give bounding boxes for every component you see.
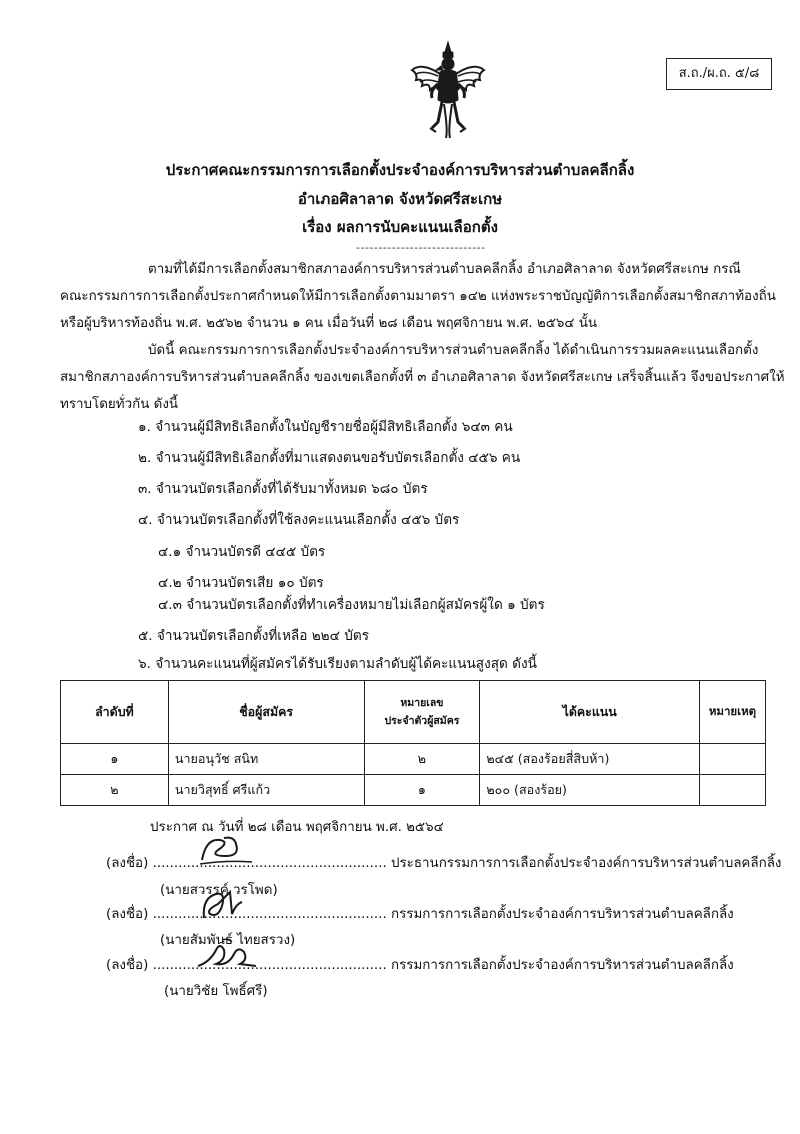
item-good-ballots: ๔.๑ จำนวนบัตรดี ๔๔๕ บัตร — [158, 544, 326, 560]
signature-2-name: (นายสัมพันธ์ ไทยสรวง) — [160, 933, 296, 948]
item-ballots-received: ๓. จำนวนบัตรเลือกตั้งที่ได้รับมาทั้งหมด ๖๘๐ บัตร — [138, 481, 428, 497]
signature-3-role: กรรมการการเลือกตั้งประจำองค์การบริหารส่วนตำบลคลีกลิ้ง — [390, 958, 734, 973]
row-remark — [699, 775, 765, 806]
title-line-2: อำเภอศิลาลาด จังหวัดศรีสะเกษ — [297, 190, 503, 208]
title-line-3: เรื่อง ผลการนับคะแนนเลือกตั้ง — [302, 218, 498, 236]
signature-2-handwriting-icon — [196, 884, 256, 926]
signature-3-prefix: (ลงชื่อ) — [106, 958, 149, 973]
paragraph-1 — [60, 256, 776, 337]
reference-code-box: ส.ถ./ผ.ถ. ๕/๘ — [666, 58, 772, 90]
signature-2-role: กรรมการการเลือกตั้งประจำองค์การบริหารส่วนตำบลคลีกลิ้ง — [390, 907, 734, 922]
signature-3-name: (นายวิชัย โพธิ์ศรี) — [164, 984, 268, 999]
announcement-date: ประกาศ ณ วันที่ ๒๘ เดือน พฤศจิกายน พ.ศ. ๒๕๖๔ — [150, 820, 444, 835]
header-remark: หมายเหตุ — [699, 681, 765, 744]
results-table — [60, 680, 766, 806]
row-number: ๑ — [364, 775, 480, 806]
signature-2-prefix: (ลงชื่อ) — [106, 907, 149, 922]
header-number-line-1: หมายเลข — [400, 697, 444, 709]
row-votes: ๒๐๐ (สองร้อย) — [480, 775, 700, 806]
row-remark — [699, 744, 765, 775]
item-no-vote-ballots: ๔.๓ จำนวนบัตรเลือกตั้งที่ทำเครื่องหมายไม่เลือกผู้สมัครผู้ใด ๑ บัตร — [158, 597, 545, 613]
header-votes: ได้คะแนน — [480, 681, 700, 744]
row-rank: ๒ — [61, 775, 169, 806]
item-remaining-ballots: ๕. จำนวนบัตรเลือกตั้งที่เหลือ ๒๒๔ บัตร — [138, 628, 370, 644]
signature-1-name: (นายสวรรค์ วรโพด) — [160, 883, 278, 898]
header-name: ชื่อผู้สมัคร — [168, 681, 364, 744]
signature-3-dots: ....................................................... — [152, 958, 387, 973]
signature-2-dots: ....................................................... — [152, 907, 387, 922]
table-header-row — [61, 681, 766, 744]
header-number-line-2: ประจำตัวผู้สมัคร — [384, 715, 460, 727]
item-eligible-voters: ๑. จำนวนผู้มีสิทธิเลือกตั้งในบัญชีรายชื่อผู้มีสิทธิเลือกตั้ง ๖๔๓ คน — [138, 419, 513, 435]
item-bad-ballots: ๔.๒ จำนวนบัตรเสีย ๑๐ บัตร — [158, 575, 324, 591]
paragraph-2-line-2: สมาชิกสภาองค์การบริหารส่วนตำบลคลีกลิ้ง ของเขตเลือกตั้งที่ ๓ อำเภอศิลาลาด จังหวัดศรีสะเกษ เสร็จสิ้นแล้ว จึงขอประกาศให้ — [60, 370, 785, 385]
table-row — [61, 744, 766, 775]
paragraph-1-line-1: ตามที่ได้มีการเลือกตั้งสมาชิกสภาองค์การบริหารส่วนตำบลคลีกลิ้ง อำเภอศิลาลาด จังหวัดศรีสะเกษ กรณี — [148, 262, 741, 277]
signature-1-dots: ....................................................... — [152, 856, 387, 871]
signature-1-prefix: (ลงชื่อ) — [106, 856, 149, 871]
signature-1-handwriting-icon — [196, 830, 256, 870]
signature-3-handwriting-icon — [194, 936, 264, 976]
paragraph-2 — [60, 337, 785, 418]
row-votes: ๒๔๕ (สองร้อยสี่สิบห้า) — [480, 744, 700, 775]
header-number — [364, 681, 480, 744]
paragraph-1-line-3: หรือผู้บริหารท้องถิ่น พ.ศ. ๒๕๖๒ จำนวน ๑ คน เมื่อวันที่ ๒๘ เดือน พฤศจิกายน พ.ศ. ๒๕๖๔ นั้น — [60, 316, 598, 331]
item-candidate-votes: ๖. จำนวนคะแนนที่ผู้สมัครได้รับเรียงตามลำดับผู้ได้คะแนนสูงสุด ดังนี้ — [138, 656, 537, 672]
item-ballots-used: ๔. จำนวนบัตรเลือกตั้งที่ใช้ลงคะแนนเลือกตั้ง ๔๕๖ บัตร — [138, 512, 460, 528]
row-name: นายวิสุทธิ์ ศรีแก้ว — [168, 775, 364, 806]
header-rank: ลำดับที่ — [61, 681, 169, 744]
row-number: ๒ — [364, 744, 480, 775]
signature-1-role: ประธานกรรมการการเลือกตั้งประจำองค์การบริหารส่วนตำบลคลีกลิ้ง — [390, 856, 782, 871]
paragraph-2-line-1: บัดนี้ คณะกรรมการการเลือกตั้งประจำองค์การบริหารส่วนตำบลคลีกลิ้ง ได้ดำเนินการรวมผลคะแนนเลือกตั้ง — [148, 343, 759, 358]
paragraph-2-line-3: ทราบโดยทั่วกัน ดังนี้ — [60, 397, 179, 412]
item-voters-present: ๒. จำนวนผู้มีสิทธิเลือกตั้งที่มาแสดงตนขอรับบัตรเลือกตั้ง ๔๕๖ คน — [138, 450, 521, 466]
table-row — [61, 775, 766, 806]
title-line-1: ประกาศคณะกรรมการการเลือกตั้งประจำองค์การบริหารส่วนตำบลคลีกลิ้ง — [165, 161, 635, 179]
paragraph-1-line-2: คณะกรรมการการเลือกตั้งประกาศกำหนดให้มีการเลือกตั้งตามมาตรา ๑๔๒ แห่งพระราชบัญญัติการเลือกตั้งสมาชิกสภาท้องถิ่น — [60, 289, 776, 304]
garuda-emblem-icon — [408, 40, 488, 140]
row-rank: ๑ — [61, 744, 169, 775]
title-separator: ----------------------------- — [356, 241, 486, 254]
row-name: นายอนุวัช สนิท — [168, 744, 364, 775]
